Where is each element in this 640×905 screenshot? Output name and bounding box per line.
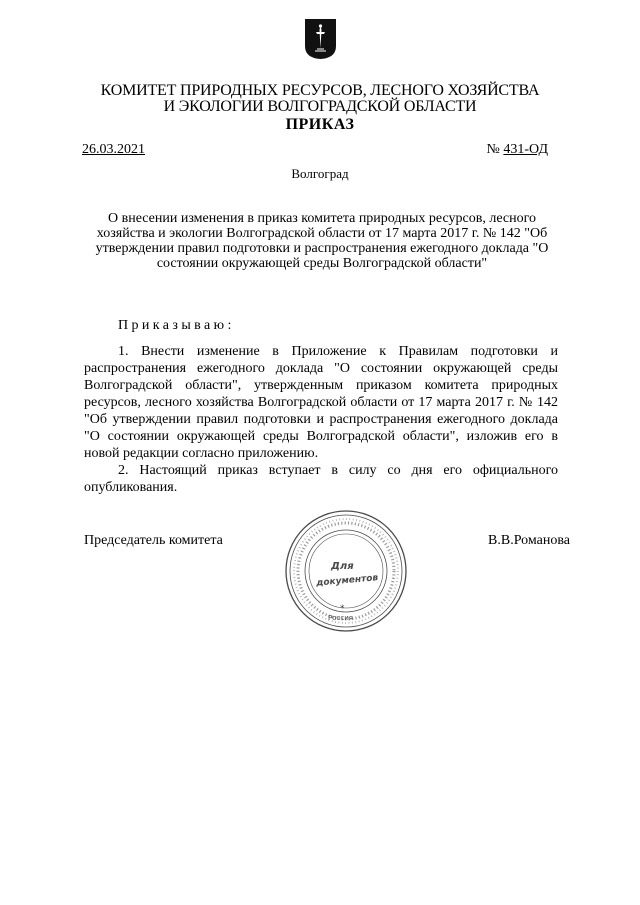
coat-of-arms-icon — [304, 18, 337, 60]
stamp-text-1: Для — [331, 561, 354, 572]
stamp-star: * — [340, 604, 345, 614]
document-number — [487, 142, 548, 158]
document-date: 26.03.2021 — [82, 142, 145, 157]
order-word: Приказываю: — [118, 318, 235, 333]
body-paragraph-2: 2. Настоящий приказ вступает в силу со дня его официального опубликования. — [84, 463, 558, 495]
body-paragraph-1: 1. Внести изменение в Приложение к Правилам подготовки и распространения ежегодного доклада "О состоянии окружающей среды Волгоградской области", утвержденным приказом комитета природных ресурсов, лесного хозяйства Волгоградской области от 17 марта 2017 г. № 142 "Об утверждении правил подготовки и распространения ежегодного доклада "О состоянии окружающей среды Волгоградской области", изложив его в новой редакции согласно приложению. — [84, 344, 558, 461]
signatory-title: Председатель комитета — [84, 533, 223, 548]
document-type: ПРИКАЗ — [285, 116, 355, 133]
number-value: 431-ОД — [503, 142, 548, 157]
organization-name-line2: И ЭКОЛОГИИ ВОЛГОГРАДСКОЙ ОБЛАСТИ — [163, 98, 477, 115]
stamp-ring-text: Россия — [328, 614, 353, 622]
number-prefix: № — [486, 142, 500, 157]
signatory-name: В.В.Романова — [488, 533, 570, 548]
document-city: Волгоград — [291, 166, 349, 181]
official-stamp — [282, 508, 410, 634]
document-subject: О внесении изменения в приказ комитета природных ресурсов, лесного хозяйства и экологии Волгоградской области от 17 марта 2017 г. № 142 "Об утверждении правил подготовки и распространения ежегодного доклада "О состоянии окружающей среды Волгоградской области" — [95, 211, 549, 271]
organization-name-line1: КОМИТЕТ ПРИРОДНЫХ РЕСУРСОВ, ЛЕСНОГО ХОЗЯЙСТВА — [100, 82, 540, 99]
document-body — [84, 343, 558, 496]
stamp-text-2: документов — [315, 573, 379, 589]
